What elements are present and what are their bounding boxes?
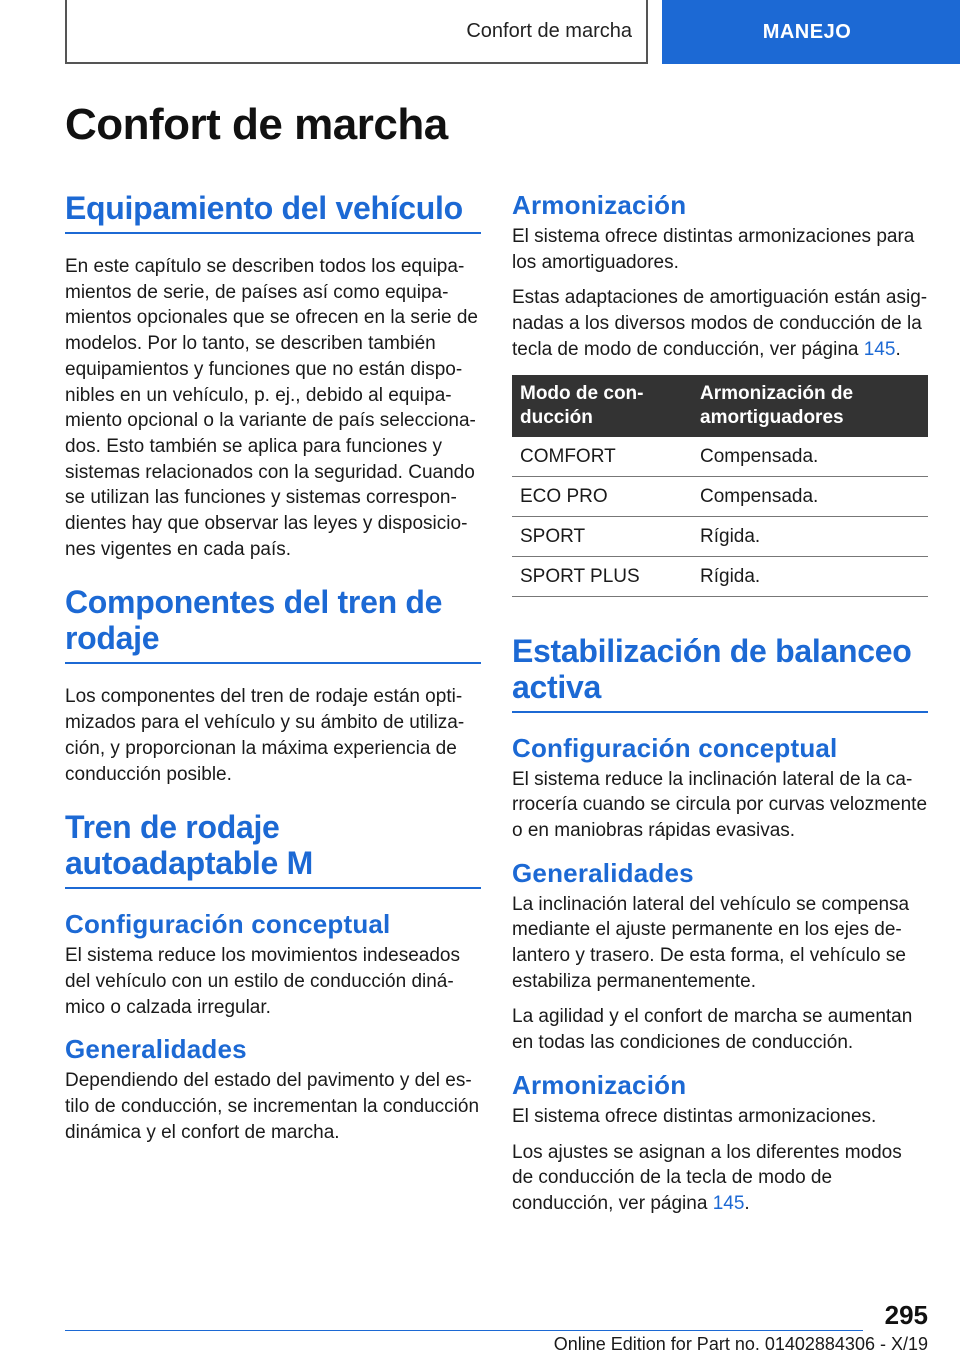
table-cell: Rígida. — [692, 516, 928, 556]
table-row — [512, 476, 928, 516]
table-header-cell: Armonización de amortiguadores — [692, 375, 928, 437]
subheading-configuracion: Configuración conceptual — [65, 909, 391, 940]
section-heading-componentes: Componentes del tren de rodaje — [65, 584, 481, 664]
page-link-145[interactable]: 145 — [863, 338, 896, 360]
right-column — [512, 190, 928, 1227]
damper-table — [512, 375, 928, 597]
paragraph-equipamiento: En este capítulo se describen todos los equipamientos de serie, de países así como equipamientos opcionales que se ofrecen en la serie de modelos. Por lo tanto, se describen también equipamientos y funciones que no están disponibles en un vehículo, p. ej., debido al equipamiento opcional o la variante de país seleccionados. Esto también se aplica para funciones y sistemas relacionados con la seguridad. Cuando se utilizan las funciones y sistemas correspondientes hay que observar las leyes y disposiciones vigentes en cada país. — [65, 256, 478, 560]
table-row — [512, 516, 928, 556]
chapter-title: Confort de marcha — [466, 19, 632, 42]
table-cell: SPORT PLUS — [512, 556, 692, 596]
table-cell: SPORT — [512, 516, 692, 556]
page-title: Confort de marcha — [65, 100, 448, 149]
paragraph-generalidades-estab-2: La agilidad y el confort de marcha se aumentan en todas las condiciones de conducción. — [512, 1006, 913, 1054]
footer-edition: Online Edition for Part no. 01402884306 - X/19 — [553, 1334, 928, 1354]
table-cell: Compensada. — [692, 437, 928, 477]
paragraph-armonizacion-1: El sistema ofrece distintas armonizaciones para los amortiguadores. — [512, 226, 915, 273]
section-heading-tren-autoadaptable: Tren de rodaje autoadaptable M — [65, 809, 481, 889]
table-cell: COMFORT — [512, 437, 692, 477]
page-link-145[interactable]: 145 — [712, 1192, 745, 1214]
paragraph-armonizacion-estab-1: El sistema ofrece distintas armonizaciones. — [512, 1105, 877, 1127]
table-header-row — [512, 375, 928, 437]
table-row — [512, 437, 928, 477]
section-tab[interactable] — [662, 0, 960, 64]
paragraph-armonizacion-2 — [512, 285, 928, 362]
subheading-generalidades: Generalidades — [65, 1034, 247, 1065]
text-prefix: Los ajustes se asignan a los diferentes modos de conducción de la tecla de modo de conducción, ver página — [512, 1141, 902, 1214]
subheading-armonizacion-estab: Armonización — [512, 1069, 687, 1100]
paragraph-generalidades-estab-1: La inclinación lateral del vehículo se compensa mediante el ajuste permanente en los ejes delantero y trasero. De esta forma, el vehículo se estabiliza permanentemente. — [512, 893, 910, 992]
paragraph-configuracion-estab: El sistema reduce la inclinación lateral de la carrocería cuando se circula por curvas velozmente o en maniobras rápidas evasivas. — [512, 768, 928, 841]
table-header-cell: Modo de conducción — [512, 375, 692, 437]
section-heading-equipamiento: Equipamiento del vehículo — [65, 190, 481, 234]
paragraph-componentes: Los componentes del tren de rodaje están optimizados para el vehículo y su ámbito de utilización, y proporcionan la máxima experiencia de conducción posible. — [65, 686, 465, 785]
table-cell: ECO PRO — [512, 476, 692, 516]
left-column — [65, 190, 481, 1155]
subheading-configuracion-estab: Configuración conceptual — [512, 732, 838, 763]
page-number: 295 — [884, 1300, 928, 1330]
paragraph-armonizacion-estab-2 — [512, 1140, 928, 1217]
footer-divider — [65, 1330, 863, 1331]
table-row — [512, 556, 928, 596]
subheading-generalidades-estab: Generalidades — [512, 857, 694, 888]
paragraph-configuracion: El sistema reduce los movimientos indeseados del vehículo con un estilo de conducción dinámico o calzada irregular. — [65, 945, 460, 1018]
subheading-armonizacion: Armonización — [512, 190, 687, 220]
section-heading-estabilizacion: Estabilización de balanceo activa — [512, 633, 928, 713]
chapter-header — [65, 0, 648, 64]
table-cell: Rígida. — [692, 556, 928, 596]
table-cell: Compensada. — [692, 476, 928, 516]
text-suffix: . — [744, 1192, 750, 1214]
section-tab-label: MANEJO — [762, 20, 852, 43]
text-prefix: Estas adaptaciones de amortiguación están asignadas a los diversos modos de conducción de la tecla de modo de conducción, ver página — [512, 287, 928, 360]
paragraph-generalidades: Dependiendo del estado del pavimento y del estilo de conducción, se incrementan la conducción dinámica y el confort de marcha. — [65, 1070, 480, 1143]
text-suffix: . — [895, 338, 901, 360]
